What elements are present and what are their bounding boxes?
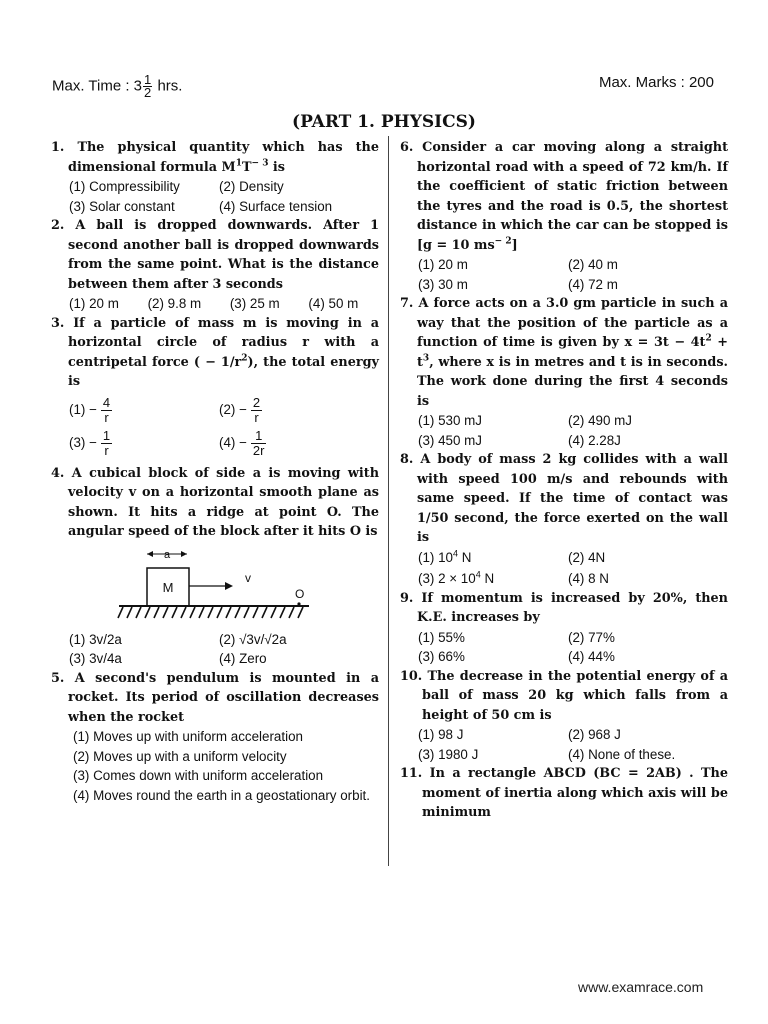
- options: [400, 255, 728, 294]
- options: [51, 177, 379, 216]
- question-text: 3. If a particle of mass m is moving in a horizontal circle of radius r with a centripetal force ( − $1/r^2$), the total energy is: [51, 315, 379, 389]
- hatch-line: [262, 607, 267, 618]
- hatch-line: [181, 607, 186, 618]
- hatch-line: [244, 607, 249, 618]
- hatch-line: [199, 607, 204, 618]
- option-1: (1) $10^4$ N: [418, 548, 472, 565]
- option-3: (3) 30 m: [418, 276, 468, 292]
- question-7: [400, 294, 728, 450]
- option-3: (3) Solar constant: [69, 198, 175, 214]
- option-1: (1) Compressibility: [69, 179, 180, 194]
- hatch-line: [271, 607, 276, 618]
- max-time-label: Max. Time : 3: [52, 77, 143, 95]
- option-3: (3) − $\frac{1}{r}$: [69, 427, 111, 458]
- question-2: [51, 216, 379, 314]
- hatch-line: [208, 607, 213, 618]
- option-3: (3) Comes down with uniform acceleration: [73, 768, 324, 783]
- option-1: (1) 3v/2a: [69, 631, 122, 647]
- question-text: 7. A force acts on a 3.0 gm particle in such a way that the position of the particle as a function of time is given by $x = 3t - 4t^2 + t^3$, where x is in metres and t is in seconds. The work done during the first 4 seconds is: [400, 296, 728, 409]
- option-3: (3) 66%: [418, 649, 465, 664]
- options: [51, 727, 379, 805]
- option-3: (3) 1980 J: [418, 746, 479, 762]
- option-4: (4) 44%: [568, 649, 615, 664]
- question-text: 10. The decrease in the potential energy of a ball of mass 20 kg which falls from a height of 50 cm is: [400, 668, 728, 723]
- block-label: M: [162, 579, 174, 595]
- hatch-line: [136, 607, 141, 618]
- option-4: (4) 50 m: [308, 296, 359, 311]
- option-3: (3) $2 \times 10^4$ N: [418, 569, 495, 586]
- hatch-line: [235, 607, 240, 618]
- question-4: [51, 464, 379, 669]
- question-3: [51, 314, 379, 458]
- option-1: (1) Moves up with uniform acceleration: [73, 729, 303, 744]
- option-1: (1) 20 m: [69, 296, 119, 311]
- option-2: (2) 968 J: [568, 727, 621, 742]
- hatch-line: [145, 607, 150, 618]
- point-label: O: [295, 586, 305, 601]
- option-2: (2) 40 m: [568, 257, 618, 272]
- hatch-line: [127, 607, 132, 618]
- hatch-line: [298, 607, 303, 618]
- option-3: (3) 25 m: [229, 296, 280, 311]
- hatch-line: [217, 607, 222, 618]
- max-time-unit: hrs.: [157, 77, 183, 95]
- options: [400, 628, 728, 667]
- question-5: [51, 669, 379, 806]
- hatch-line: [226, 607, 231, 618]
- hatch-line: [253, 607, 258, 618]
- column-divider: [388, 136, 389, 866]
- question-1: [51, 138, 379, 216]
- option-4: (4) Zero: [219, 651, 267, 666]
- right-column: [400, 138, 728, 823]
- option-4: (4) 2.28J: [568, 432, 621, 448]
- option-2: (2) 77%: [568, 629, 615, 645]
- question-text: 11. In a rectangle ABCD (BC = 2AB) . The moment of inertia along which axis will be minimum: [400, 766, 728, 820]
- left-column: [51, 138, 379, 805]
- options: [400, 725, 728, 764]
- options: [51, 630, 379, 669]
- side-label: a: [163, 548, 171, 561]
- option-1: (1) 530 mJ: [418, 413, 482, 428]
- question-text: 6. Consider a car moving along a straight horizontal road with a speed of 72 km/h. If the coefficient of static friction between the tyres and the road is 0.5, the shortest distance in which the car can be stopped is [g = 10 $ms^{- 2}$]: [400, 140, 728, 253]
- hatch-line: [154, 607, 159, 618]
- option-1: (1) 55%: [418, 629, 465, 645]
- option-2: (2) Density: [219, 179, 284, 194]
- option-2: (2) − $\frac{2}{r}$: [219, 394, 261, 425]
- question-text: 8. A body of mass 2 kg collides with a wall with speed 100 m/s and rebounds with same speed. If the time of contact was 1/50 second, the force exerted on the wall is: [400, 452, 728, 545]
- question-9: [400, 589, 728, 667]
- option-4: (4) − $\frac{1}{2r}$: [219, 427, 265, 458]
- options: [400, 548, 728, 589]
- block-diagram: [113, 546, 313, 628]
- question-10: [400, 667, 728, 765]
- hatch-line: [280, 607, 285, 618]
- hatch-line: [190, 607, 195, 618]
- question-text: 1. The physical quantity which has the dimensional formula $M^1T^{- 3}$ is: [51, 140, 379, 175]
- option-3: (3) 450 mJ: [418, 432, 482, 448]
- max-time: [52, 74, 182, 99]
- option-4: (4) None of these.: [568, 746, 676, 762]
- question-6: [400, 138, 728, 294]
- option-2: (2) √3v/√2a: [219, 631, 287, 647]
- option-2: (2) 4N: [568, 549, 606, 565]
- watermark: www.examrace.com: [578, 979, 704, 995]
- option-3: (3) 3v/4a: [69, 651, 122, 666]
- option-1: (1) 20 m: [418, 257, 468, 272]
- question-text: 2. A ball is dropped downwards. After 1 second another ball is dropped downwards from the same point. What is the distance between them after 3 seconds: [51, 218, 379, 292]
- option-1: (1) 98 J: [418, 727, 464, 742]
- max-marks: Max. Marks : 200: [598, 74, 714, 91]
- option-4: (4) Surface tension: [219, 198, 333, 214]
- option-2: (2) 9.8 m: [147, 296, 202, 311]
- part-title: (PART 1. PHYSICS): [292, 112, 476, 132]
- hatch-line: [163, 607, 168, 618]
- option-4: (4) 8 N: [568, 571, 609, 586]
- option-4: (4) Moves round the earth in a geostationary orbit.: [73, 787, 370, 803]
- ground-hatching: [118, 607, 303, 618]
- hatch-line: [289, 607, 294, 618]
- option-4: (4) 72 m: [568, 276, 618, 292]
- options: [51, 294, 379, 314]
- velocity-label: v: [245, 570, 251, 585]
- question-11: [400, 764, 728, 823]
- velocity-arrow: [189, 582, 233, 590]
- max-time-fraction: $\frac{1}{2}$: [144, 72, 152, 100]
- options: [51, 396, 379, 458]
- hatch-line: [118, 607, 123, 618]
- option-2: (2) Moves up with a uniform velocity: [73, 748, 287, 764]
- question-text: 4. A cubical block of side a is moving with velocity v on a horizontal smooth plane as shown. It hits a ridge at point O. The angular speed of the block after it hits O is: [51, 465, 379, 539]
- option-1: (1) − $\frac{4}{r}$: [69, 394, 111, 425]
- hatch-line: [172, 607, 177, 618]
- option-2: (2) 490 mJ: [568, 413, 632, 428]
- question-8: [400, 450, 728, 589]
- question-text: 5. A second's pendulum is mounted in a rocket. Its period of oscillation decreases when the rocket: [51, 670, 379, 725]
- question-text: 9. If momentum is increased by 20%, then K.E. increases by: [400, 590, 728, 625]
- options: [400, 411, 728, 450]
